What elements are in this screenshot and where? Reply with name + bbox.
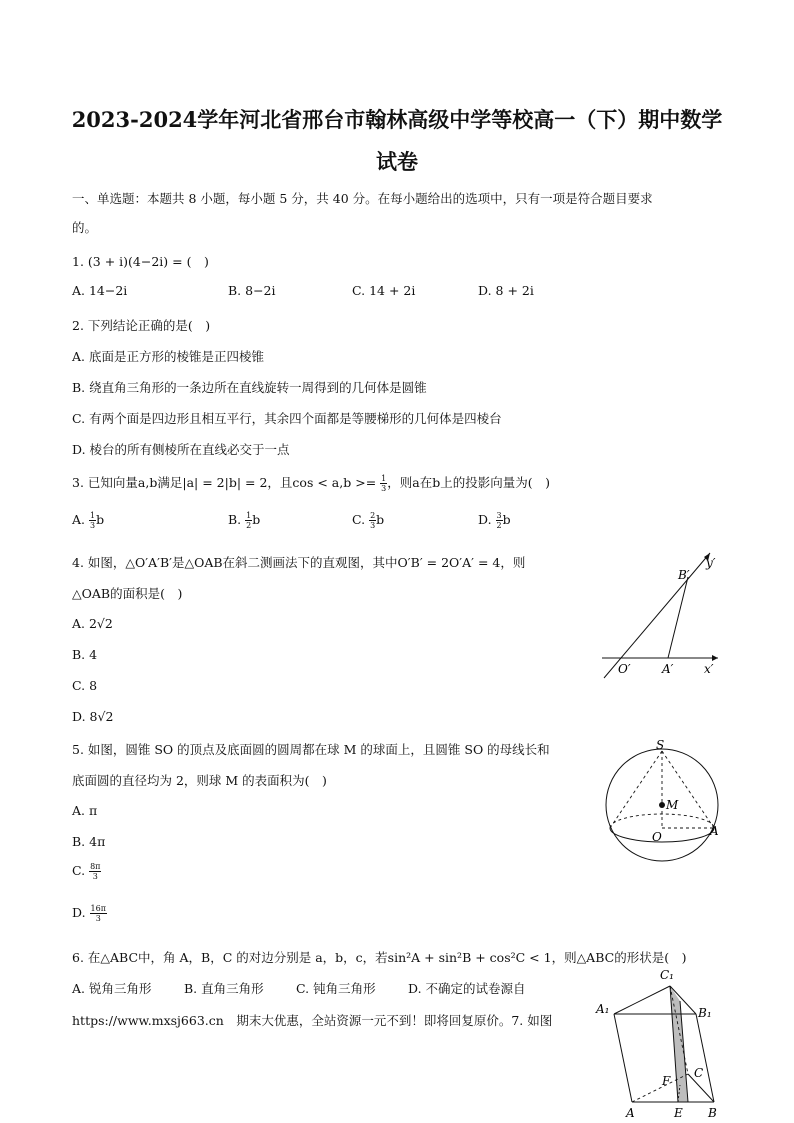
cone-left-edge [610,751,662,828]
q7-text: https://www.mxsj663.cn 期末大优惠，全站资源一元不到！即将回复原价。7. 如图 [72,1013,553,1028]
q6-option-b: B. 直角三角形 [184,981,264,996]
q1-option-c: C. 14 + 2i [352,283,416,298]
q5-option-b: B. 4π [72,834,106,849]
q3-option-c: C. $\frac{2}{3}$ b [352,511,385,530]
section-header: 一、单选题：本题共 8 小题，每小题 5 分，共 40 分。在每小题给出的选项中，只有一项是符合题目要求 [72,191,653,206]
q3-stem: 3. 已知向量a,b满足|a| = 2|b| = 2，且cos < a,b >= $\frac{1}{3}$ ，则a在b上的投影向量为( ) [72,474,551,493]
q2-option-b: B. 绕直角三角形的一条边所在直线旋转一周得到的几何体是圆锥 [72,380,427,395]
base-ellipse-front [610,828,714,842]
label-o: O′ [618,662,631,676]
cone-right-edge [662,751,714,828]
q5-option-a: A. π [72,803,98,818]
label-b: B [708,1106,717,1120]
q2-option-c: C. 有两个面是四边形且相互平行，其余四个面都是等腰梯形的几何体是四棱台 [72,411,502,426]
q1-stem: 1. (3 + i)(4−2i) = ( ) [72,254,209,269]
label-m: M [666,798,679,812]
label-f: F [662,1074,671,1088]
label-c: C [694,1066,704,1080]
label-a: A′ [662,662,674,676]
page-title: 2023-2024学年河北省邢台市翰林高级中学等校高一（下）期中数学 [71,107,723,132]
q3-option-a: A. $\frac{1}{3}$ b [72,511,105,530]
label-x: x′ [704,662,714,676]
q6-option-a: A. 锐角三角形 [72,981,152,996]
q6-option-d: D. 不确定的试卷源自 [408,981,526,996]
edge-b1b [696,1014,714,1102]
q3-option-b: B. $\frac{1}{2}$ b [228,511,261,530]
label-a: A [626,1106,635,1120]
q4-option-c: C. 8 [72,678,98,693]
label-a: A [710,824,719,838]
label-e: E [674,1106,683,1120]
q3-option-d: D. $\frac{3}{2}$ b [478,511,511,530]
label-a1: A₁ [596,1002,610,1016]
center-dot [659,802,665,808]
segment-ab [668,577,688,658]
q4-option-a: A. 2√2 [72,616,113,631]
edge-a1a [614,1014,632,1102]
q6-stem: 6. 在△ABC中，角 A，B，C 的对边分别是 a，b，c，若sin²A + sin²B + cos²C < 1，则△ABC的形状是( ) [72,950,687,965]
q4-stem-cont: △OAB的面积是( ) [72,586,183,601]
x-axis-arrow-icon [712,655,718,661]
q1-option-b: B. 8−2i [228,283,276,298]
q4-option-b: B. 4 [72,647,98,662]
q5-figure [600,735,730,865]
q6-option-c: C. 钝角三角形 [296,981,376,996]
q4-stem: 4. 如图，△O′A′B′是△OAB在斜二测画法下的直观图，其中O′B′ = 2O′A′ = 4，则 [72,555,526,570]
q5-stem: 5. 如图，圆锥 SO 的顶点及底面圆的圆周都在球 M 的球面上，且圆锥 SO 的母线长和 [72,742,550,757]
label-c1: C₁ [660,968,674,982]
q5-stem-cont: 底面圆的直径均为 2，则球 M 的表面积为( ) [72,773,327,788]
q7-figure [590,965,730,1123]
edge-a1c1 [614,986,670,1014]
y-axis-line [604,553,710,678]
q2-option-a: A. 底面是正方形的棱锥是正四棱锥 [72,349,264,364]
q4-option-d: D. 8√2 [72,709,114,724]
q5-option-d: D. $\frac{16\pi}{3}$ [72,904,106,923]
label-y: y′ [706,556,716,570]
label-b1: B₁ [698,1006,712,1020]
section-header-cont: 的。 [72,220,98,235]
shaded-section [670,986,688,1102]
label-s: S [656,738,665,752]
label-o: O [652,830,662,844]
q1-option-a: A. 14−2i [72,283,128,298]
q4-figure [596,545,726,685]
page-title-cont: 试卷 [376,149,418,174]
q2-stem: 2. 下列结论正确的是( ) [72,318,211,333]
q1-option-d: D. 8 + 2i [478,283,534,298]
q2-option-d: D. 棱台的所有侧棱所在直线必交于一点 [72,442,290,457]
q5-option-c: C. $\frac{8\pi}{3}$ [72,862,101,881]
label-b: B′ [678,568,690,582]
